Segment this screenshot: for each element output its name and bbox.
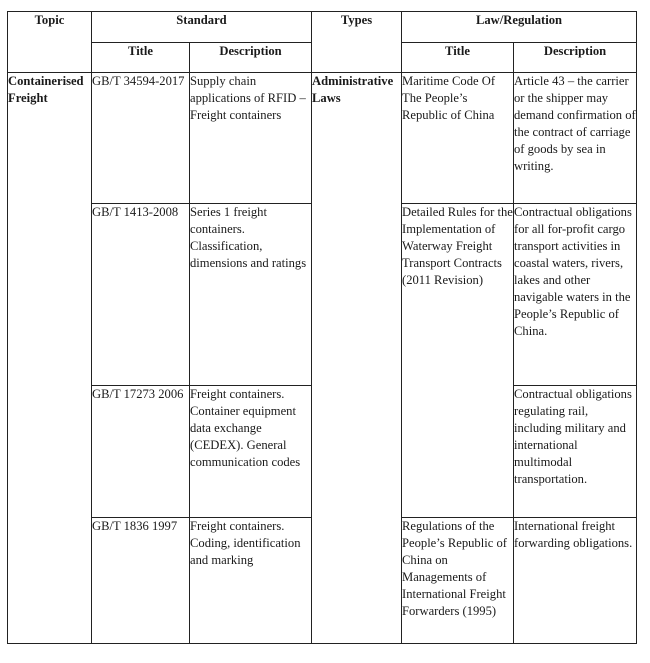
standard-description-cell: Freight containers. Container equipment data exchange (CEDEX). General communication codes bbox=[190, 386, 312, 518]
header-law-description: Description bbox=[514, 43, 637, 73]
law-title-cell: Regulations of the People’s Republic of China on Managements of International Freight Forwarders (1995) bbox=[402, 518, 514, 644]
standard-description-cell: Series 1 freight containers. Classification, dimensions and ratings bbox=[190, 204, 312, 386]
law-description-cell: Article 43 – the carrier or the shipper may demand confirmation of the contract of carriage of goods by sea in writing. bbox=[514, 73, 637, 204]
law-title-cell: Maritime Code Of The People’s Republic of China bbox=[402, 73, 514, 204]
header-standard-description: Description bbox=[190, 43, 312, 73]
topic-cell: Containerised Freight bbox=[8, 73, 92, 644]
law-description-cell: Contractual obligations for all for-profit cargo transport activities in coastal waters, rivers, lakes and other navigable waters in the People’s Republic of China. bbox=[514, 204, 637, 386]
header-standard: Standard bbox=[92, 12, 312, 43]
standard-title-cell: GB/T 1413-2008 bbox=[92, 204, 190, 386]
table-row bbox=[8, 73, 637, 204]
header-standard-title: Title bbox=[92, 43, 190, 73]
header-law-title: Title bbox=[402, 43, 514, 73]
law-title-cell: Detailed Rules for the Implementation of Waterway Freight Transport Contracts (2011 Revision) bbox=[402, 204, 514, 518]
standard-description-cell: Supply chain applications of RFID – Freight containers bbox=[190, 73, 312, 204]
standard-title-cell: GB/T 1836 1997 bbox=[92, 518, 190, 644]
types-cell: Administrative Laws bbox=[312, 73, 402, 644]
header-row-1 bbox=[8, 12, 637, 43]
regulation-table bbox=[7, 11, 637, 644]
standard-title-cell: GB/T 17273 2006 bbox=[92, 386, 190, 518]
header-types: Types bbox=[312, 12, 402, 73]
standard-title-cell: GB/T 34594-2017 bbox=[92, 73, 190, 204]
law-description-cell: International freight forwarding obligations. bbox=[514, 518, 637, 644]
header-topic: Topic bbox=[8, 12, 92, 73]
standard-description-cell: Freight containers. Coding, identification and marking bbox=[190, 518, 312, 644]
header-law-regulation: Law/Regulation bbox=[402, 12, 637, 43]
law-description-cell: Contractual obligations regulating rail, including military and international multimodal transportation. bbox=[514, 386, 637, 518]
regulation-table-wrapper bbox=[7, 11, 637, 644]
